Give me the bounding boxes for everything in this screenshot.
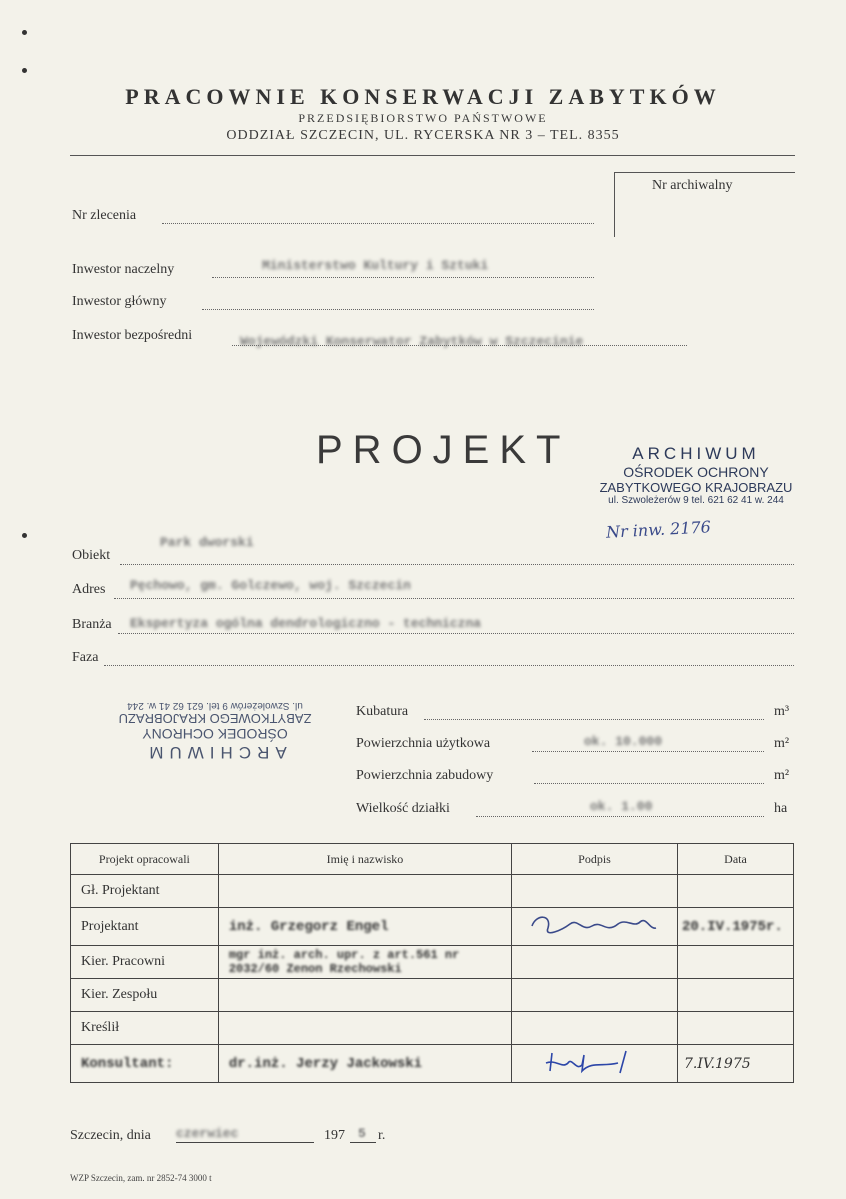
table-row	[71, 1012, 794, 1045]
plot-size-value: ok. 1.00	[590, 799, 653, 814]
order-number-label: Nr zlecenia	[72, 208, 137, 223]
header-divider	[70, 155, 795, 156]
print-info: WZP Szczecin, zam. nr 2852-74 3000 t	[70, 1173, 212, 1183]
built-area-line	[534, 782, 764, 784]
row-name	[218, 979, 511, 1012]
chief-investor-label: Inwestor naczelny	[72, 262, 175, 277]
inventory-number-handwritten: Nr inw. 2176	[605, 517, 712, 542]
authors-table	[70, 843, 794, 1083]
archive-stamp	[586, 444, 806, 506]
main-investor-line	[202, 308, 594, 310]
archive-number-label: Nr archiwalny	[652, 178, 733, 193]
row-date	[678, 1012, 794, 1045]
branch-label: Branża	[72, 617, 112, 632]
projekt-heading: PROJEKT	[316, 428, 571, 472]
row-signature	[512, 946, 678, 979]
margin-mark	[22, 30, 27, 35]
row-role: Kier. Zespołu	[71, 979, 219, 1012]
row-signature	[512, 979, 678, 1012]
archive-stamp-mirrored	[100, 700, 330, 762]
header-signature: Podpis	[512, 844, 678, 875]
built-area-unit: m²	[774, 768, 790, 783]
row-name	[218, 875, 511, 908]
volume-unit: m³	[774, 704, 790, 719]
year-line	[350, 1142, 376, 1143]
built-area-label: Powierzchnia zabudowy	[356, 768, 494, 783]
margin-mark	[22, 533, 27, 538]
row-role: Kier. Pracowni	[71, 946, 219, 979]
margin-mark	[22, 68, 27, 73]
year-digit: 5	[358, 1126, 366, 1141]
usable-area-line	[532, 750, 764, 752]
table-row	[71, 946, 794, 979]
header-role: Projekt opracowali	[71, 844, 219, 875]
branch-value: Ekspertyza ogólna dendrologiczno - techniczna	[130, 616, 482, 631]
row-name	[218, 1012, 511, 1045]
direct-investor-label: Inwestor bezpośredni	[72, 328, 193, 343]
institution-title: PRACOWNIE KONSERWACJI ZABYTKÓW	[125, 84, 721, 109]
object-value: Park dworski	[160, 535, 254, 550]
plot-size-label: Wielkość działki	[356, 801, 450, 816]
stamp-line-1: ARCHIWUM	[632, 444, 760, 463]
row-date	[678, 875, 794, 908]
date-value: czerwiec	[176, 1126, 239, 1141]
stamp-line-2: OŚRODEK OCHRONY	[623, 464, 769, 480]
table-header-row	[71, 844, 794, 875]
volume-label: Kubatura	[356, 704, 409, 719]
row-date: 20.IV.1975r.	[678, 908, 794, 946]
usable-area-label: Powierzchnia użytkowa	[356, 736, 491, 751]
row-date	[678, 979, 794, 1012]
row-role: Konsultant:	[71, 1045, 219, 1083]
mirrored-stamp-line-2: OŚRODEK OCHRONY	[142, 726, 288, 742]
branch-line	[118, 632, 794, 634]
institution-address: ODDZIAŁ SZCZECIN, UL. RYCERSKA NR 3 – TEL. 8355	[226, 128, 620, 143]
volume-line	[424, 718, 764, 720]
row-name: inż. Grzegorz Engel	[218, 908, 511, 946]
chief-investor-value: Ministerstwo Kultury i Sztuki	[262, 258, 489, 273]
phase-line	[104, 664, 794, 666]
year-suffix: r.	[378, 1128, 386, 1143]
place-date-label: Szczecin, dnia	[70, 1128, 151, 1143]
signature-jackowski	[522, 1045, 662, 1077]
mirrored-stamp-line-1: ARCHIWUM	[143, 743, 287, 762]
row-role: Kreślił	[71, 1012, 219, 1045]
table-row	[71, 1045, 794, 1083]
direct-investor-value: Wojewódzki Konserwator Zabytków w Szczecinie	[240, 334, 584, 349]
table-row	[71, 875, 794, 908]
mirrored-stamp-line-3: ZABYTKOWEGO KRAJOBRAZU	[118, 711, 312, 726]
object-label: Obiekt	[72, 548, 111, 563]
row-signature	[512, 1045, 678, 1083]
object-line	[120, 563, 794, 565]
row-signature	[512, 1012, 678, 1045]
row-name: mgr inż. arch. upr. z art.561 nr 2032/60 Zenon Rzechowski	[218, 946, 511, 979]
stamp-line-3: ZABYTKOWEGO KRAJOBRAZU	[599, 480, 793, 495]
main-investor-label: Inwestor główny	[72, 294, 167, 309]
row-role: Projektant	[71, 908, 219, 946]
row-date	[678, 946, 794, 979]
stamp-line-4: ul. Szwoleżerów 9 tel. 621 62 41 w. 244	[608, 495, 784, 506]
plot-size-line	[476, 815, 764, 817]
row-date: 7.IV.1975	[678, 1045, 794, 1083]
row-role: Gł. Projektant	[71, 875, 219, 908]
address-value: Pęchowo, gm. Golczewo, woj. Szczecin	[130, 578, 411, 593]
header-date: Data	[678, 844, 794, 875]
plot-size-unit: ha	[774, 801, 788, 816]
year-prefix: 197	[324, 1128, 345, 1143]
chief-investor-line	[212, 276, 594, 278]
table-row	[71, 908, 794, 946]
row-signature	[512, 875, 678, 908]
signature-engel	[522, 908, 662, 940]
phase-label: Faza	[72, 650, 99, 665]
row-signature	[512, 908, 678, 946]
address-line	[114, 597, 794, 599]
mirrored-stamp-line-4: ul. Szwoleżerów 9 tel. 621 62 41 w. 244	[127, 700, 303, 711]
address-label: Adres	[72, 582, 106, 597]
usable-area-unit: m²	[774, 736, 790, 751]
date-line	[176, 1142, 314, 1143]
institution-subtitle: PRZEDSIĘBIORSTWO PAŃSTWOWE	[298, 111, 548, 125]
usable-area-value: ok. 10.000	[584, 734, 663, 749]
header-name: Imię i nazwisko	[218, 844, 511, 875]
table-row	[71, 979, 794, 1012]
row-name: dr.inż. Jerzy Jackowski	[218, 1045, 511, 1083]
order-number-line	[162, 222, 594, 224]
